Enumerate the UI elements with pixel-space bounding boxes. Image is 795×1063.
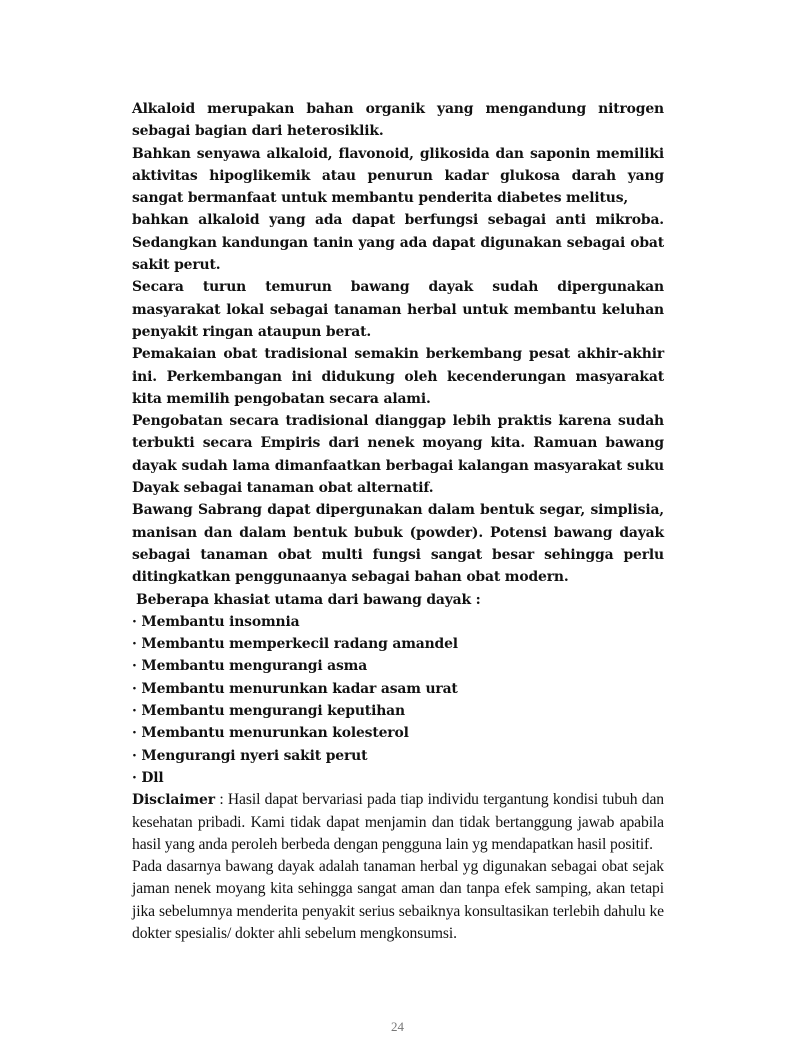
- list-item: · Membantu mengurangi keputihan: [132, 703, 405, 720]
- paragraph-turun-temurun: Secara turun temurun bawang dayak sudah dipergunakan masyarakat lokal sebagai tanaman herbal untuk membantu keluhan penyakit ringan ataupun berat.: [132, 279, 664, 340]
- closing-paragraph: Pada dasarnya bawang dayak adalah tanaman herbal yg digunakan sebagai obat sejak jaman nenek moyang kita sehingga sangat aman dan tanpa efek samping, akan tetapi jika sebelumnya menderita penyakit serius sebaiknya konsultasikan terlebih dahulu ke dokter spesialis/ dokter ahli sebelum mengkonsumsi.: [132, 858, 664, 942]
- list-item: · Dll: [132, 769, 164, 786]
- paragraph-obat-tradisional: Pemakaian obat tradisional semakin berkembang pesat akhir-akhir ini. Perkembangan ini didukung oleh kecenderungan masyarakat kita memilih pengobatan secara alami.: [132, 346, 664, 407]
- list-item: · Membantu insomnia: [132, 613, 300, 630]
- list-item: · Membantu menurunkan kadar asam urat: [132, 680, 458, 697]
- disclaimer-paragraph: [132, 789, 664, 856]
- benefits-list: [132, 611, 664, 789]
- disclaimer-text: : Hasil dapat bervariasi pada tiap individu tergantung kondisi tubuh dan kesehatan pribadi. Kami tidak dapat menjamin dan tidak bertanggung jawab apabila hasil yang anda peroleh berbeda dengan pengguna lain yg mendapatkan hasil positif.: [132, 791, 664, 853]
- paragraph-pengobatan-tradisional: Pengobatan secara tradisional dianggap lebih praktis karena sudah terbukti secara Empiris dari nenek moyang kita. Ramuan bawang dayak sudah lama dimanfaatkan berbagai kalangan masyarakat suku Dayak sebagai tanaman obat alternatif.: [132, 413, 664, 497]
- benefits-intro: Beberapa khasiat utama dari bawang dayak :: [136, 591, 481, 608]
- page-number: 24: [391, 1019, 404, 1034]
- disclaimer-label: Disclaimer: [132, 792, 216, 809]
- paragraph-antimikroba: bahkan alkaloid yang ada dapat berfungsi sebagai anti mikroba. Sedangkan kandungan tanin yang ada dapat digunakan sebagai obat sakit perut.: [132, 212, 664, 274]
- page-content: [132, 98, 664, 945]
- paragraph-bawang-sabrang: Bawang Sabrang dapat dipergunakan dalam bentuk segar, simplisia, manisan dan dalam bentuk bubuk (powder). Potensi bawang dayak sebagai tanaman obat multi fungsi sangat besar sehingga perlu ditingkatkan penggunaanya sebagai bahan obat modern.: [132, 502, 664, 586]
- list-item: · Mengurangi nyeri sakit perut: [132, 747, 368, 764]
- list-item: · Membantu menurunkan kolesterol: [132, 725, 409, 742]
- paragraph-alkaloid: Alkaloid merupakan bahan organik yang mengandung nitrogen sebagai bagian dari heterosiklik.: [132, 101, 664, 140]
- list-item: · Membantu mengurangi asma: [132, 658, 368, 675]
- list-item: · Membantu memperkecil radang amandel: [132, 636, 458, 653]
- paragraph-hipoglikemik: Bahkan senyawa alkaloid, flavonoid, glikosida dan saponin memiliki aktivitas hipoglikemik atau penurun kadar glukosa darah yang sangat bermanfaat untuk membantu penderita diabetes melitus,: [132, 145, 664, 207]
